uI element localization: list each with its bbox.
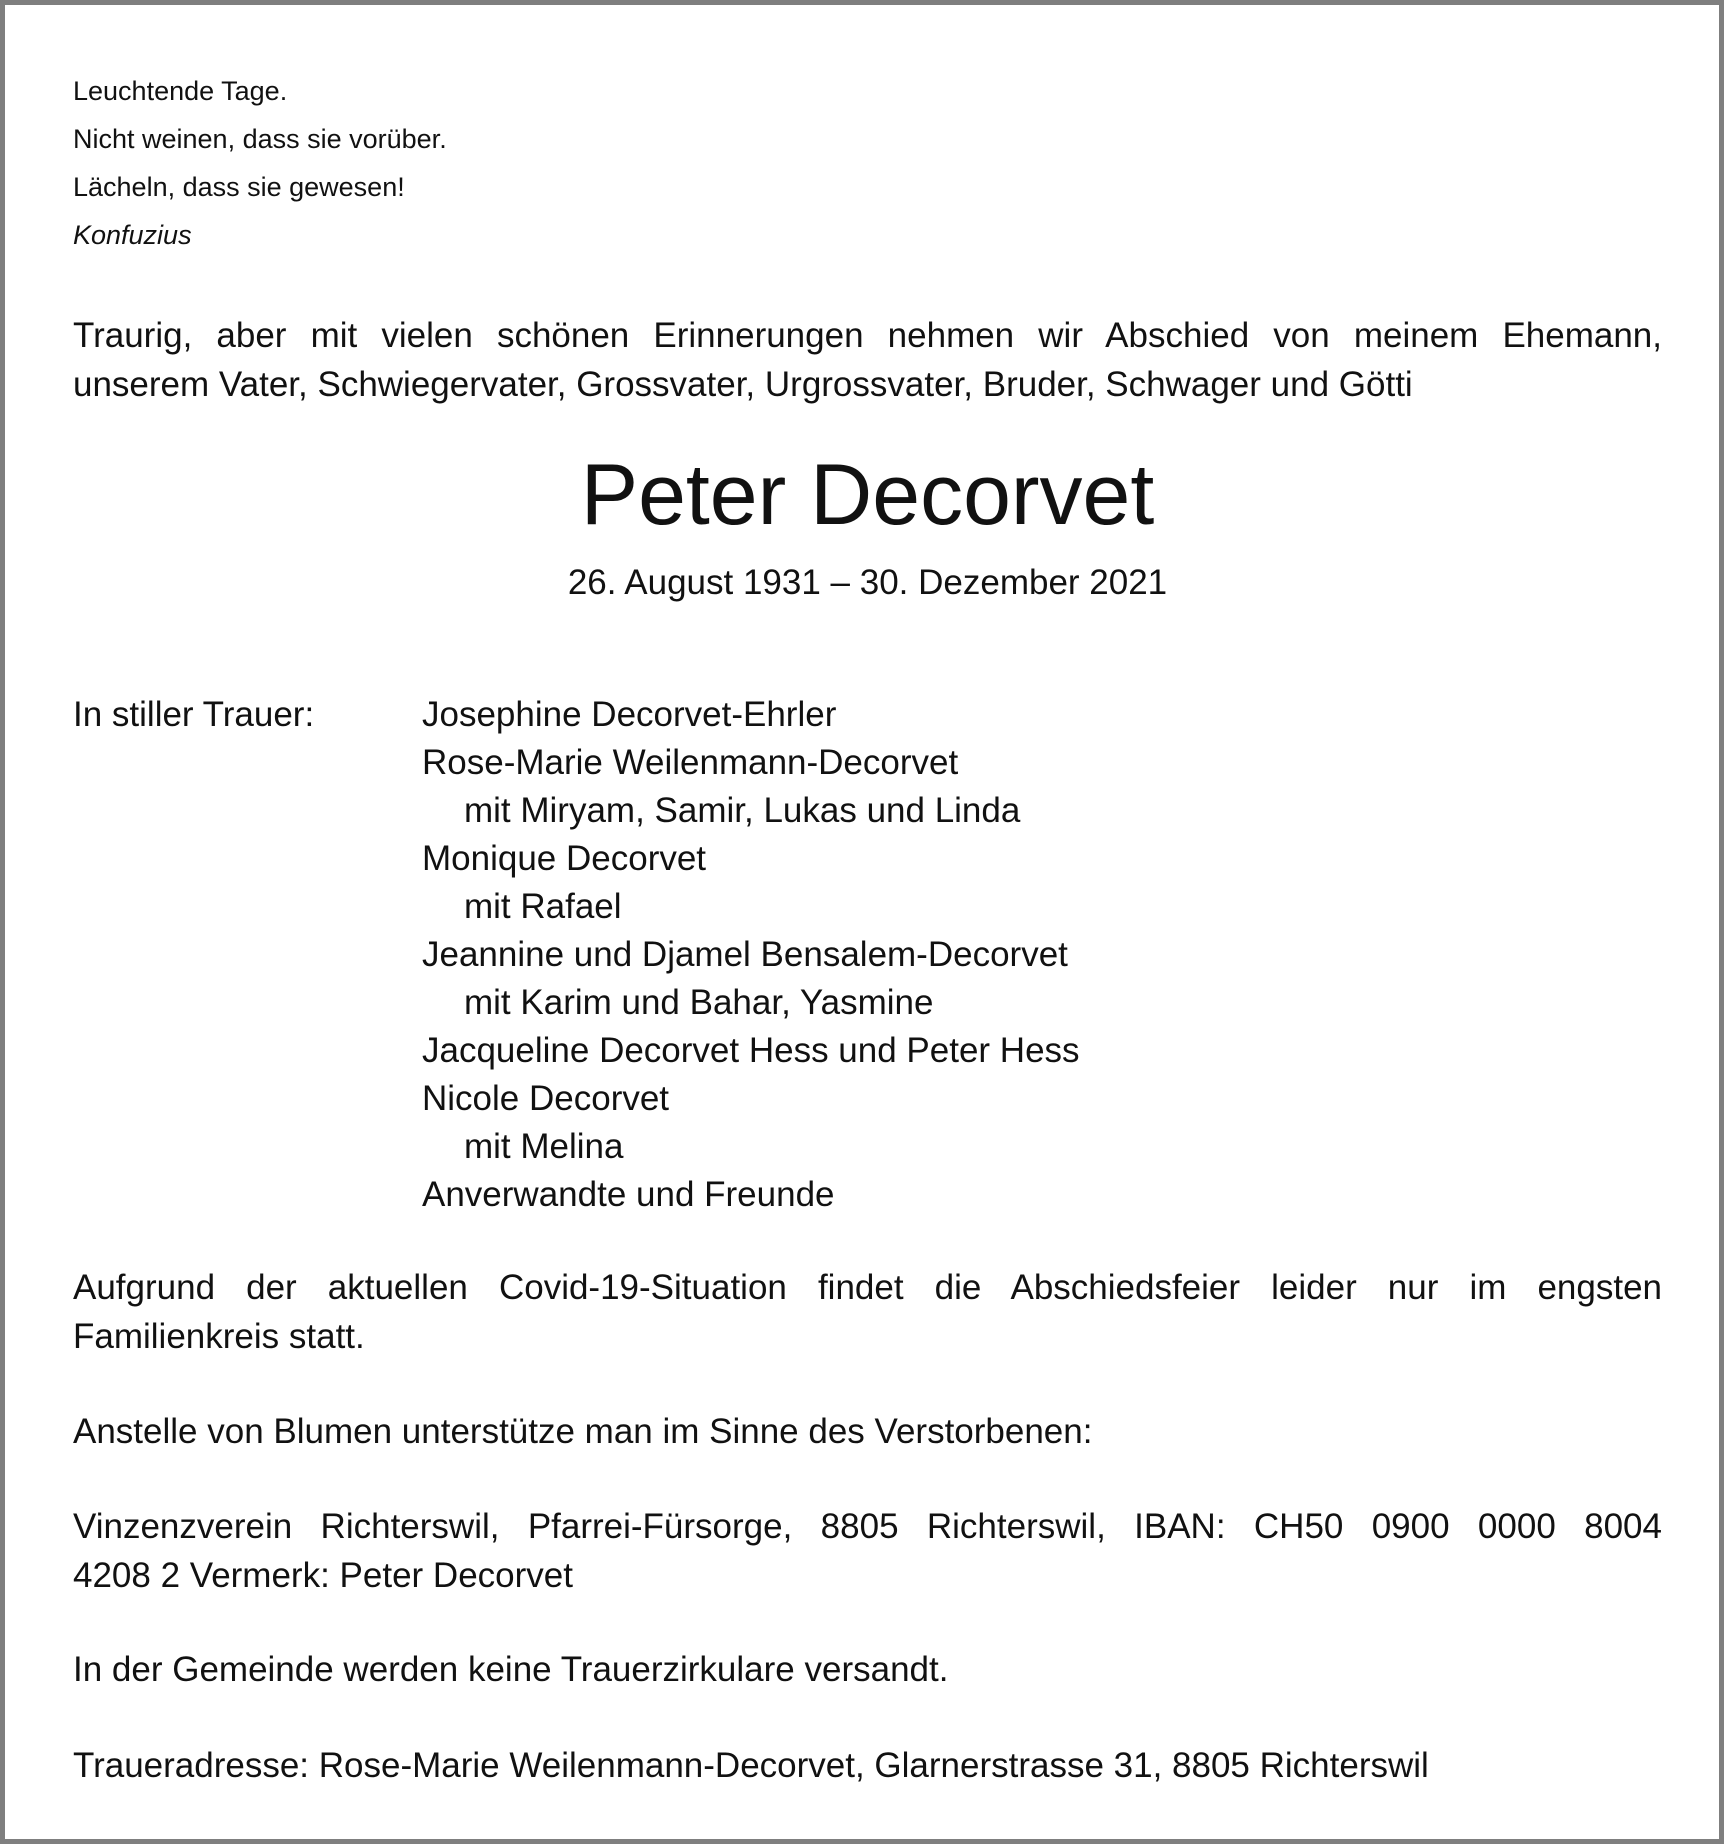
mourner-entry: Nicole Decorvet xyxy=(422,1079,670,1118)
mourner-entry: Anverwandte und Freunde xyxy=(422,1175,835,1214)
mourner-entry: Jeannine und Djamel Bensalem-Decorvet xyxy=(422,935,1068,974)
circular-notice xyxy=(73,1645,1662,1694)
donation-request xyxy=(73,1407,1662,1456)
mourner-subentry: mit Karim und Bahar, Yasmine xyxy=(464,983,934,1022)
bank-details xyxy=(73,1502,1662,1600)
mourner-subentry: mit Melina xyxy=(464,1127,624,1166)
mourner-entry: Josephine Decorvet-Ehrler xyxy=(422,695,837,734)
mourners-label: In stiller Trauer: xyxy=(73,695,315,734)
donation-request-text: Anstelle von Blumen unterstütze man im Sinne des Verstorbenen: xyxy=(73,1412,1093,1451)
mourner-entry: Rose-Marie Weilenmann-Decorvet xyxy=(422,743,959,782)
quote-author: Konfuzius xyxy=(73,220,192,250)
address-text: Traueradresse: Rose-Marie Weilenmann-Decorvet, Glarnerstrasse 31, 8805 Richterswil xyxy=(73,1746,1429,1785)
mourners-list xyxy=(422,691,1080,1219)
intro-line: Traurig, aber mit vielen schönen Erinnerungen nehmen wir Abschied von meinem Ehemann, xyxy=(73,316,1662,355)
mourner-entry: Monique Decorvet xyxy=(422,839,707,878)
epigraph-quote xyxy=(73,67,447,259)
covid-line: Aufgrund der aktuellen Covid-19-Situation findet die Abschiedsfeier leider nur im engsten xyxy=(73,1268,1662,1307)
intro-paragraph xyxy=(73,311,1662,409)
covid-line: Familienkreis statt. xyxy=(73,1317,365,1356)
quote-line: Leuchtende Tage. xyxy=(73,76,288,106)
intro-line: unserem Vater, Schwiegervater, Grossvater, Urgrossvater, Bruder, Schwager und Götti xyxy=(73,365,1413,404)
life-dates: 26. August 1931 – 30. Dezember 2021 xyxy=(567,563,1168,602)
bank-line: Vinzenzverein Richterswil, Pfarrei-Fürsorge, 8805 Richterswil, IBAN: CH50 0900 0000 8004 xyxy=(73,1507,1662,1546)
mourning-address xyxy=(73,1741,1662,1790)
bank-line: 4208 2 Vermerk: Peter Decorvet xyxy=(73,1556,573,1595)
mourner-entry: Jacqueline Decorvet Hess und Peter Hess xyxy=(422,1031,1080,1070)
quote-line: Nicht weinen, dass sie vorüber. xyxy=(73,124,447,154)
deceased-name: Peter Decorvet xyxy=(580,447,1155,543)
covid-notice xyxy=(73,1263,1662,1361)
quote-line: Lächeln, dass sie gewesen! xyxy=(73,172,405,202)
circular-text: In der Gemeinde werden keine Trauerzirkulare versandt. xyxy=(73,1650,949,1689)
mourner-subentry: mit Rafael xyxy=(464,887,622,926)
mourner-subentry: mit Miryam, Samir, Lukas und Linda xyxy=(464,791,1021,830)
